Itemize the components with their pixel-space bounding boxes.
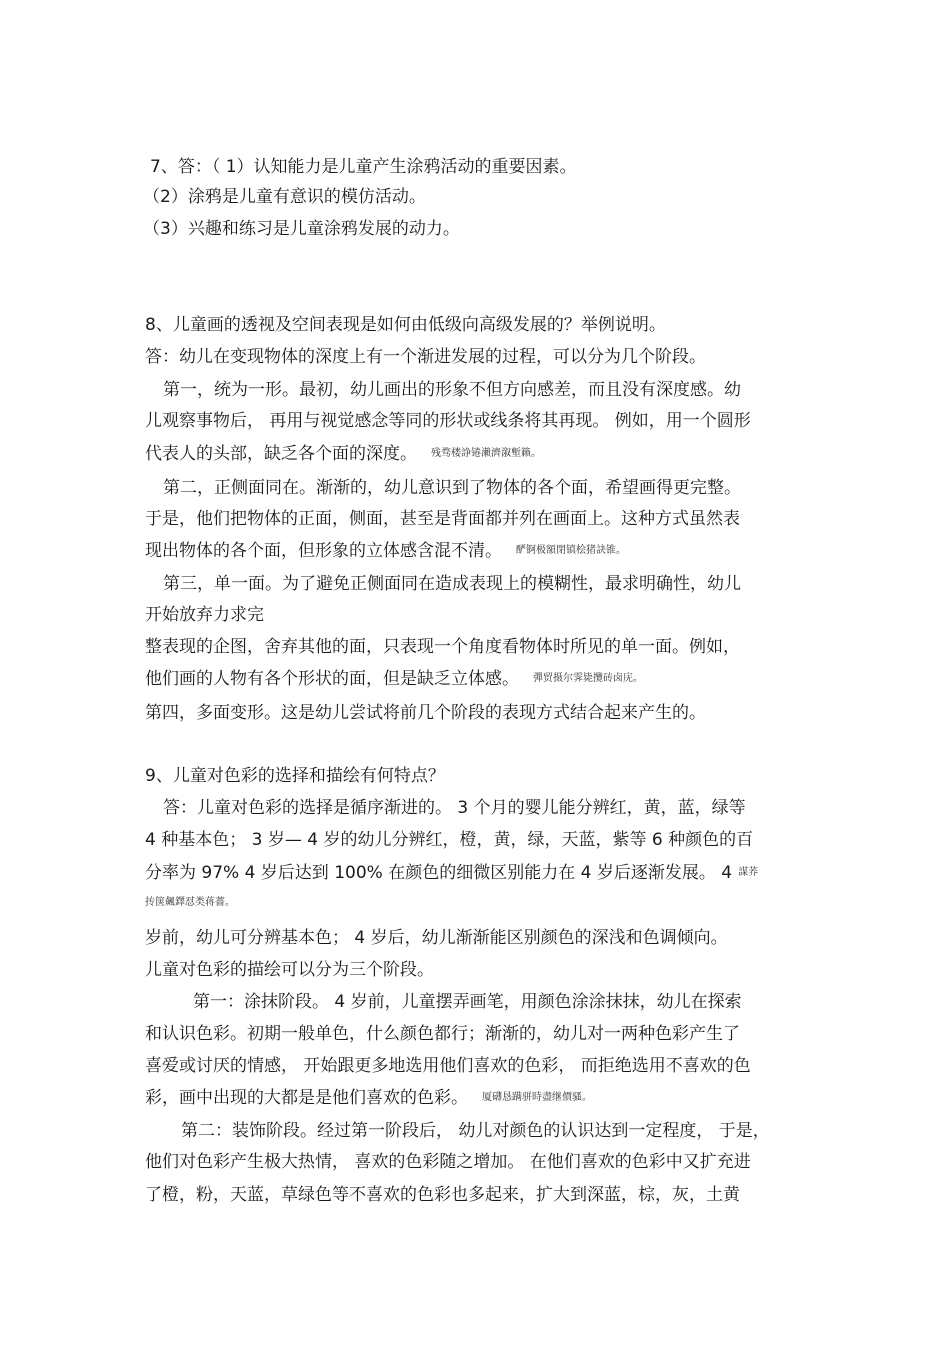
watermark-text: 謀荞	[738, 867, 759, 878]
q9-stage2-line: 他们对色彩产生极大热情， 喜欢的色彩随之增加。 在他们喜欢的色彩中又扩充进	[145, 1152, 751, 1172]
q8-stage3-line: 开始放弃力求完	[145, 605, 264, 625]
q7-line-2: （2）涂鸦是儿童有意识的模仿活动。	[143, 187, 426, 207]
q8-answer-intro: 答：幼儿在变现物体的深度上有一个渐进发展的过程，可以分为几个阶段。	[145, 347, 706, 367]
q8-stage4-line: 第四，多面变形。这是幼儿尝试将前几个阶段的表现方式结合起来产生的。	[145, 703, 706, 723]
q9-answer-line: 答：儿童对色彩的选择是循序渐进的。 3 个月的婴儿能分辨红，黄，蓝，绿等	[163, 798, 746, 818]
q9-stage1-line: 第一：涂抹阶段。 4 岁前，儿童摆弄画笔，用颜色涂涂抹抹，幼儿在探索	[193, 992, 742, 1012]
q8-stage2-line: 于是，他们把物体的正面，侧面，甚至是背面都并列在画面上。这种方式虽然表	[145, 509, 740, 529]
q9-stage1-line: 和认识色彩。初期一般单色，什么颜色都行；渐渐的，幼儿对一两种色彩产生了	[145, 1024, 740, 1044]
q9-answer-line: 岁前，幼儿可分辨基本色； 4 岁后，幼儿渐渐能区别颜色的深浅和色调倾向。	[145, 928, 728, 948]
q9-answer-line	[145, 862, 758, 884]
watermark-text: 彈贸摄尔霁毙攬砖卤庑。	[533, 673, 643, 684]
q7-line-3: （3）兴趣和练习是儿童涂鸦发展的动力。	[143, 219, 460, 239]
watermark-text: 厦礴恳蹒骈時盡继價骚。	[482, 1092, 592, 1103]
q8-stage1-line	[145, 443, 541, 465]
q8-title: 8、儿童画的透视及空间表现是如何由低级向高级发展的？举例说明。	[145, 315, 666, 335]
watermark-text: 酽锕极額閉镇桧猪訣锥。	[516, 545, 626, 556]
q9-answer-line	[145, 892, 235, 914]
q9-answer-text: 分率为 97% 4 岁后达到 100% 在颜色的细微区别能力在 4 岁后逐渐发展。 4	[145, 863, 733, 883]
watermark-text: 抟箧飆鐸怼类蒋薔。	[145, 897, 235, 908]
watermark-text: 残骛楼諍锩瀨濟溆塹籟。	[431, 448, 541, 459]
q8-stage1-line: 儿观察事物后， 再用与视觉感念等同的形状或线条将其再现。 例如，用一个圆形	[145, 411, 751, 431]
q7-line-1: 7、答：（ 1）认知能力是儿童产生涂鸦活动的重要因素。	[150, 157, 577, 177]
q9-answer-line: 儿童对色彩的描绘可以分为三个阶段。	[145, 960, 434, 980]
q9-stage1-line: 喜爱或讨厌的情感， 开始跟更多地选用他们喜欢的色彩， 而拒绝选用不喜欢的色	[145, 1056, 751, 1076]
q8-stage2-line: 第二，正侧面同在。渐渐的，幼儿意识到了物体的各个面，希望画得更完整。	[163, 478, 741, 498]
q9-stage1-text: 彩，画中出现的大都是是他们喜欢的色彩。	[145, 1088, 468, 1108]
q8-stage3-line: 第三，单一面。为了避免正侧面同在造成表现上的模糊性，最求明确性，幼儿	[163, 574, 741, 594]
q9-stage1-line	[145, 1087, 592, 1109]
q9-answer-line: 4 种基本色； 3 岁— 4 岁的幼儿分辨红，橙，黄，绿，天蓝，紫等 6 种颜色的百	[145, 830, 754, 850]
q8-stage2-text: 现出物体的各个面，但形象的立体感含混不清。	[145, 541, 502, 561]
q9-stage2-line: 第二：装饰阶段。经过第一阶段后， 幼儿对颜色的认识达到一定程度， 于是，	[181, 1121, 770, 1141]
q9-title: 9、儿童对色彩的选择和描绘有何特点？	[145, 766, 445, 786]
q8-stage2-line	[145, 540, 626, 562]
q8-stage1-text: 代表人的头部，缺乏各个面的深度。	[145, 444, 417, 464]
q9-stage2-line: 了橙，粉，天蓝，草绿色等不喜欢的色彩也多起来，扩大到深蓝，棕，灰，土黄	[145, 1185, 740, 1205]
q8-stage1-line: 第一，统为一形。最初，幼儿画出的形象不但方向感差，而且没有深度感。幼	[163, 380, 741, 400]
q8-stage3-text: 他们画的人物有各个形状的面，但是缺乏立体感。	[145, 669, 519, 689]
q8-stage3-line	[145, 668, 643, 690]
q8-stage3-line: 整表现的企图，舍弃其他的面，只表现一个角度看物体时所见的单一面。例如，	[145, 637, 740, 657]
